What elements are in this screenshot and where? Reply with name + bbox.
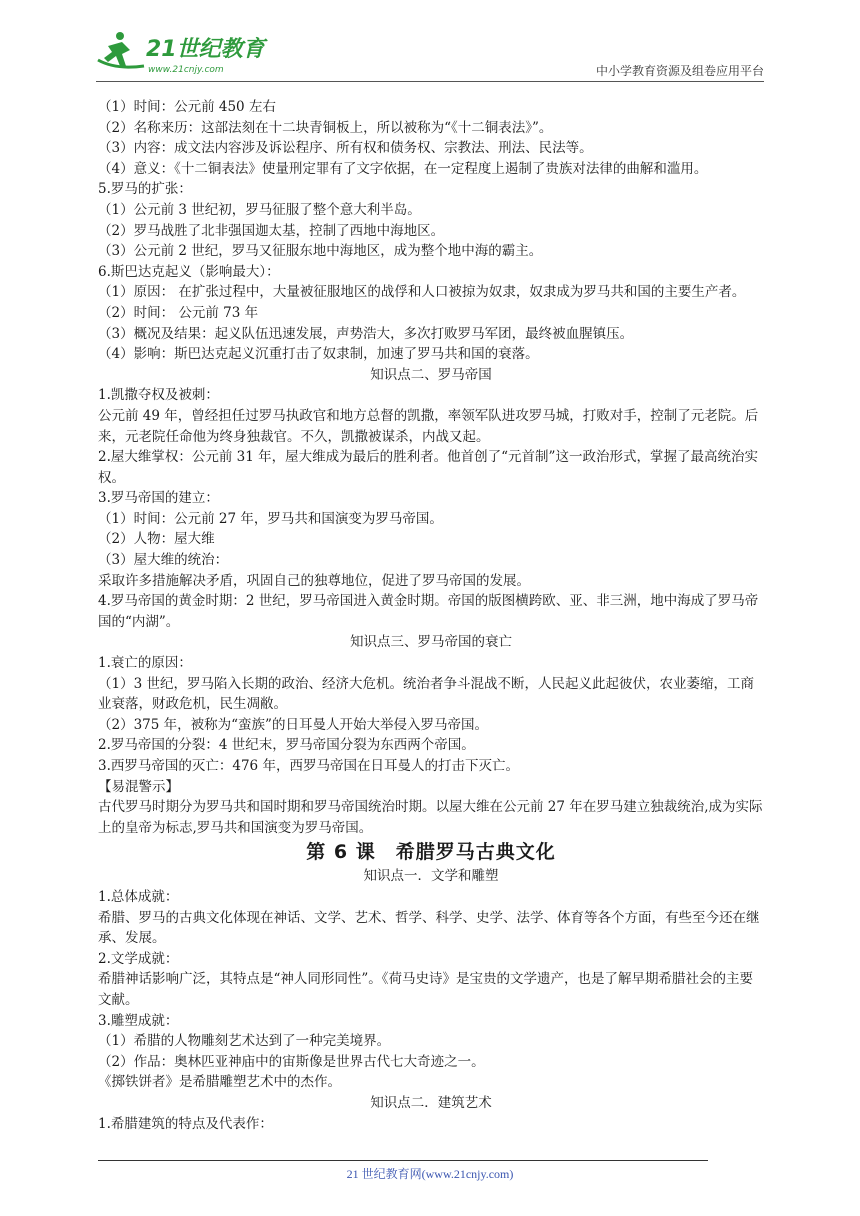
logo-text: 21世纪教育 [146, 37, 265, 62]
text-line: 希腊神话影响广泛，其特点是“神人同形同性”。《荷马史诗》是宝贵的文学遗产，也是了解早期希腊社会的主要文献。 [98, 971, 754, 1008]
text-line: 采取许多措施解决矛盾，巩固自己的独尊地位，促进了罗马帝国的发展。 [98, 572, 530, 589]
text-line: （3）内容：成文法内容涉及诉讼程序、所有权和债务权、宗教法、刑法、民法等。 [98, 140, 593, 157]
logo-url: www.21cnjy.com [148, 65, 224, 75]
text-line: 2.文学成就： [98, 950, 179, 967]
text-line: （2）时间： 公元前 73 年 [98, 304, 259, 321]
text-line: 公元前 49 年，曾经担任过罗马执政官和地方总督的凯撒，率领军队进攻罗马城，打败对手，控制了元老院。后来，元老院任命他为终身独裁官。不久，凯撒被谋杀，内战又起。 [98, 407, 759, 445]
text-line: 《掷铁饼者》是希腊雕塑艺术中的杰作。 [98, 1074, 341, 1091]
text-line: 6.斯巴达克起义（影响最大）： [98, 263, 280, 280]
document-body [98, 97, 764, 1134]
text-line: （2）人物：屋大维 [98, 531, 215, 548]
runner-icon [98, 32, 144, 67]
footer-divider [98, 1160, 708, 1161]
text-line: （3）屋大维的统治： [98, 552, 229, 569]
platform-name: 中小学教育资源及组卷应用平台 [595, 64, 764, 78]
text-line: 古代罗马时期分为罗马共和国时期和罗马帝国统治时期。以屋大维在公元前 27 年在罗马建立独裁统治,成为实际上的皇帝为标志,罗马共和国演变为罗马帝国。 [98, 799, 763, 836]
text-line: （1）3 世纪，罗马陷入长期的政治、经济大危机。统治者争斗混战不断，人民起义此起彼伏，农业萎缩，工商业衰落，财政危机，民生凋敝。 [98, 675, 754, 713]
text-line: 4.罗马帝国的黄金时期：2 世纪，罗马帝国进入黄金时期。帝国的版图横跨欧、亚、非三洲，地中海成了罗马帝国的“内湖”。 [98, 593, 759, 630]
text-line: 1.总体成就： [98, 888, 179, 905]
section-heading: 知识点三、罗马帝国的衰亡 [350, 634, 512, 651]
text-line: 3.西罗马帝国的灭亡：476 年，西罗马帝国在日耳曼人的打击下灭亡。 [98, 758, 519, 774]
text-line: （1）时间：公元前 27 年，罗马共和国演变为罗马帝国。 [98, 510, 443, 527]
text-line: 2.屋大维掌权：公元前 31 年，屋大维成为最后的胜利者。他首创了“元首制”这一政治形式，掌握了最高统治实权。 [98, 449, 758, 486]
section-heading: 知识点一．文学和雕塑 [363, 868, 499, 885]
warning-heading: 【易混警示】 [98, 778, 179, 795]
text-line: （2）375 年，被称为“蛮族”的日耳曼人开始大举侵入罗马帝国。 [98, 716, 488, 733]
text-line: （3）概况及结果：起义队伍迅速发展，声势浩大，多次打败罗马军团，最终被血腥镇压。 [98, 325, 634, 342]
text-line: 1.衰亡的原因： [98, 655, 192, 672]
lesson-title: 第 6 课 希腊罗马古典文化 [306, 841, 556, 864]
section-heading: 知识点二．建筑艺术 [370, 1094, 492, 1111]
text-line: 1.希腊建筑的特点及代表作： [98, 1115, 273, 1132]
text-line: （1）时间：公元前 450 左右 [98, 99, 276, 115]
text-line: 希腊、罗马的古典文化体现在神话、文学、艺术、哲学、科学、史学、法学、体育等各个方面，有些至今还在继承、发展。 [98, 909, 760, 947]
text-line: （3）公元前 2 世纪，罗马又征服东地中海地区，成为整个地中海的霸主。 [98, 243, 543, 260]
page-header [96, 30, 764, 82]
text-line: 3.罗马帝国的建立： [98, 490, 219, 507]
text-line: 5.罗马的扩张： [98, 181, 192, 198]
text-line: 1.凯撒夺权及被刺： [98, 387, 219, 404]
header-divider [96, 81, 764, 82]
text-line: 2.罗马帝国的分裂：4 世纪末，罗马帝国分裂为东西两个帝国。 [98, 737, 475, 754]
text-line: （1）希腊的人物雕刻艺术达到了一种完美境界。 [98, 1033, 391, 1050]
page-footer: 21 世纪教育网(www.21cnjy.com) [346, 1167, 514, 1181]
text-line: （2）作品：奥林匹亚神庙中的宙斯像是世界古代七大奇迹之一。 [98, 1053, 485, 1070]
text-line: （1）原因： 在扩张过程中，大量被征服地区的战俘和人口被掠为奴隶，奴隶成为罗马共和国的主要生产者。 [98, 284, 746, 301]
logo [96, 30, 296, 76]
text-line: （4）影响：斯巴达克起义沉重打击了奴隶制，加速了罗马共和国的衰落。 [98, 346, 539, 363]
text-line: （2）罗马战胜了北非强国迦太基，控制了西地中海地区。 [98, 222, 445, 239]
text-line: （1）公元前 3 世纪初，罗马征服了整个意大利半岛。 [98, 201, 421, 218]
text-line: （2）名称来历：这部法刻在十二块青铜板上，所以被称为“《十二铜表法》”。 [98, 119, 553, 136]
text-line: （4）意义：《十二铜表法》使量刑定罪有了文字依据，在一定程度上遏制了贵族对法律的曲解和滥用。 [98, 160, 708, 177]
text-line: 3.雕塑成就： [98, 1012, 179, 1029]
section-heading: 知识点二、罗马帝国 [370, 366, 492, 383]
